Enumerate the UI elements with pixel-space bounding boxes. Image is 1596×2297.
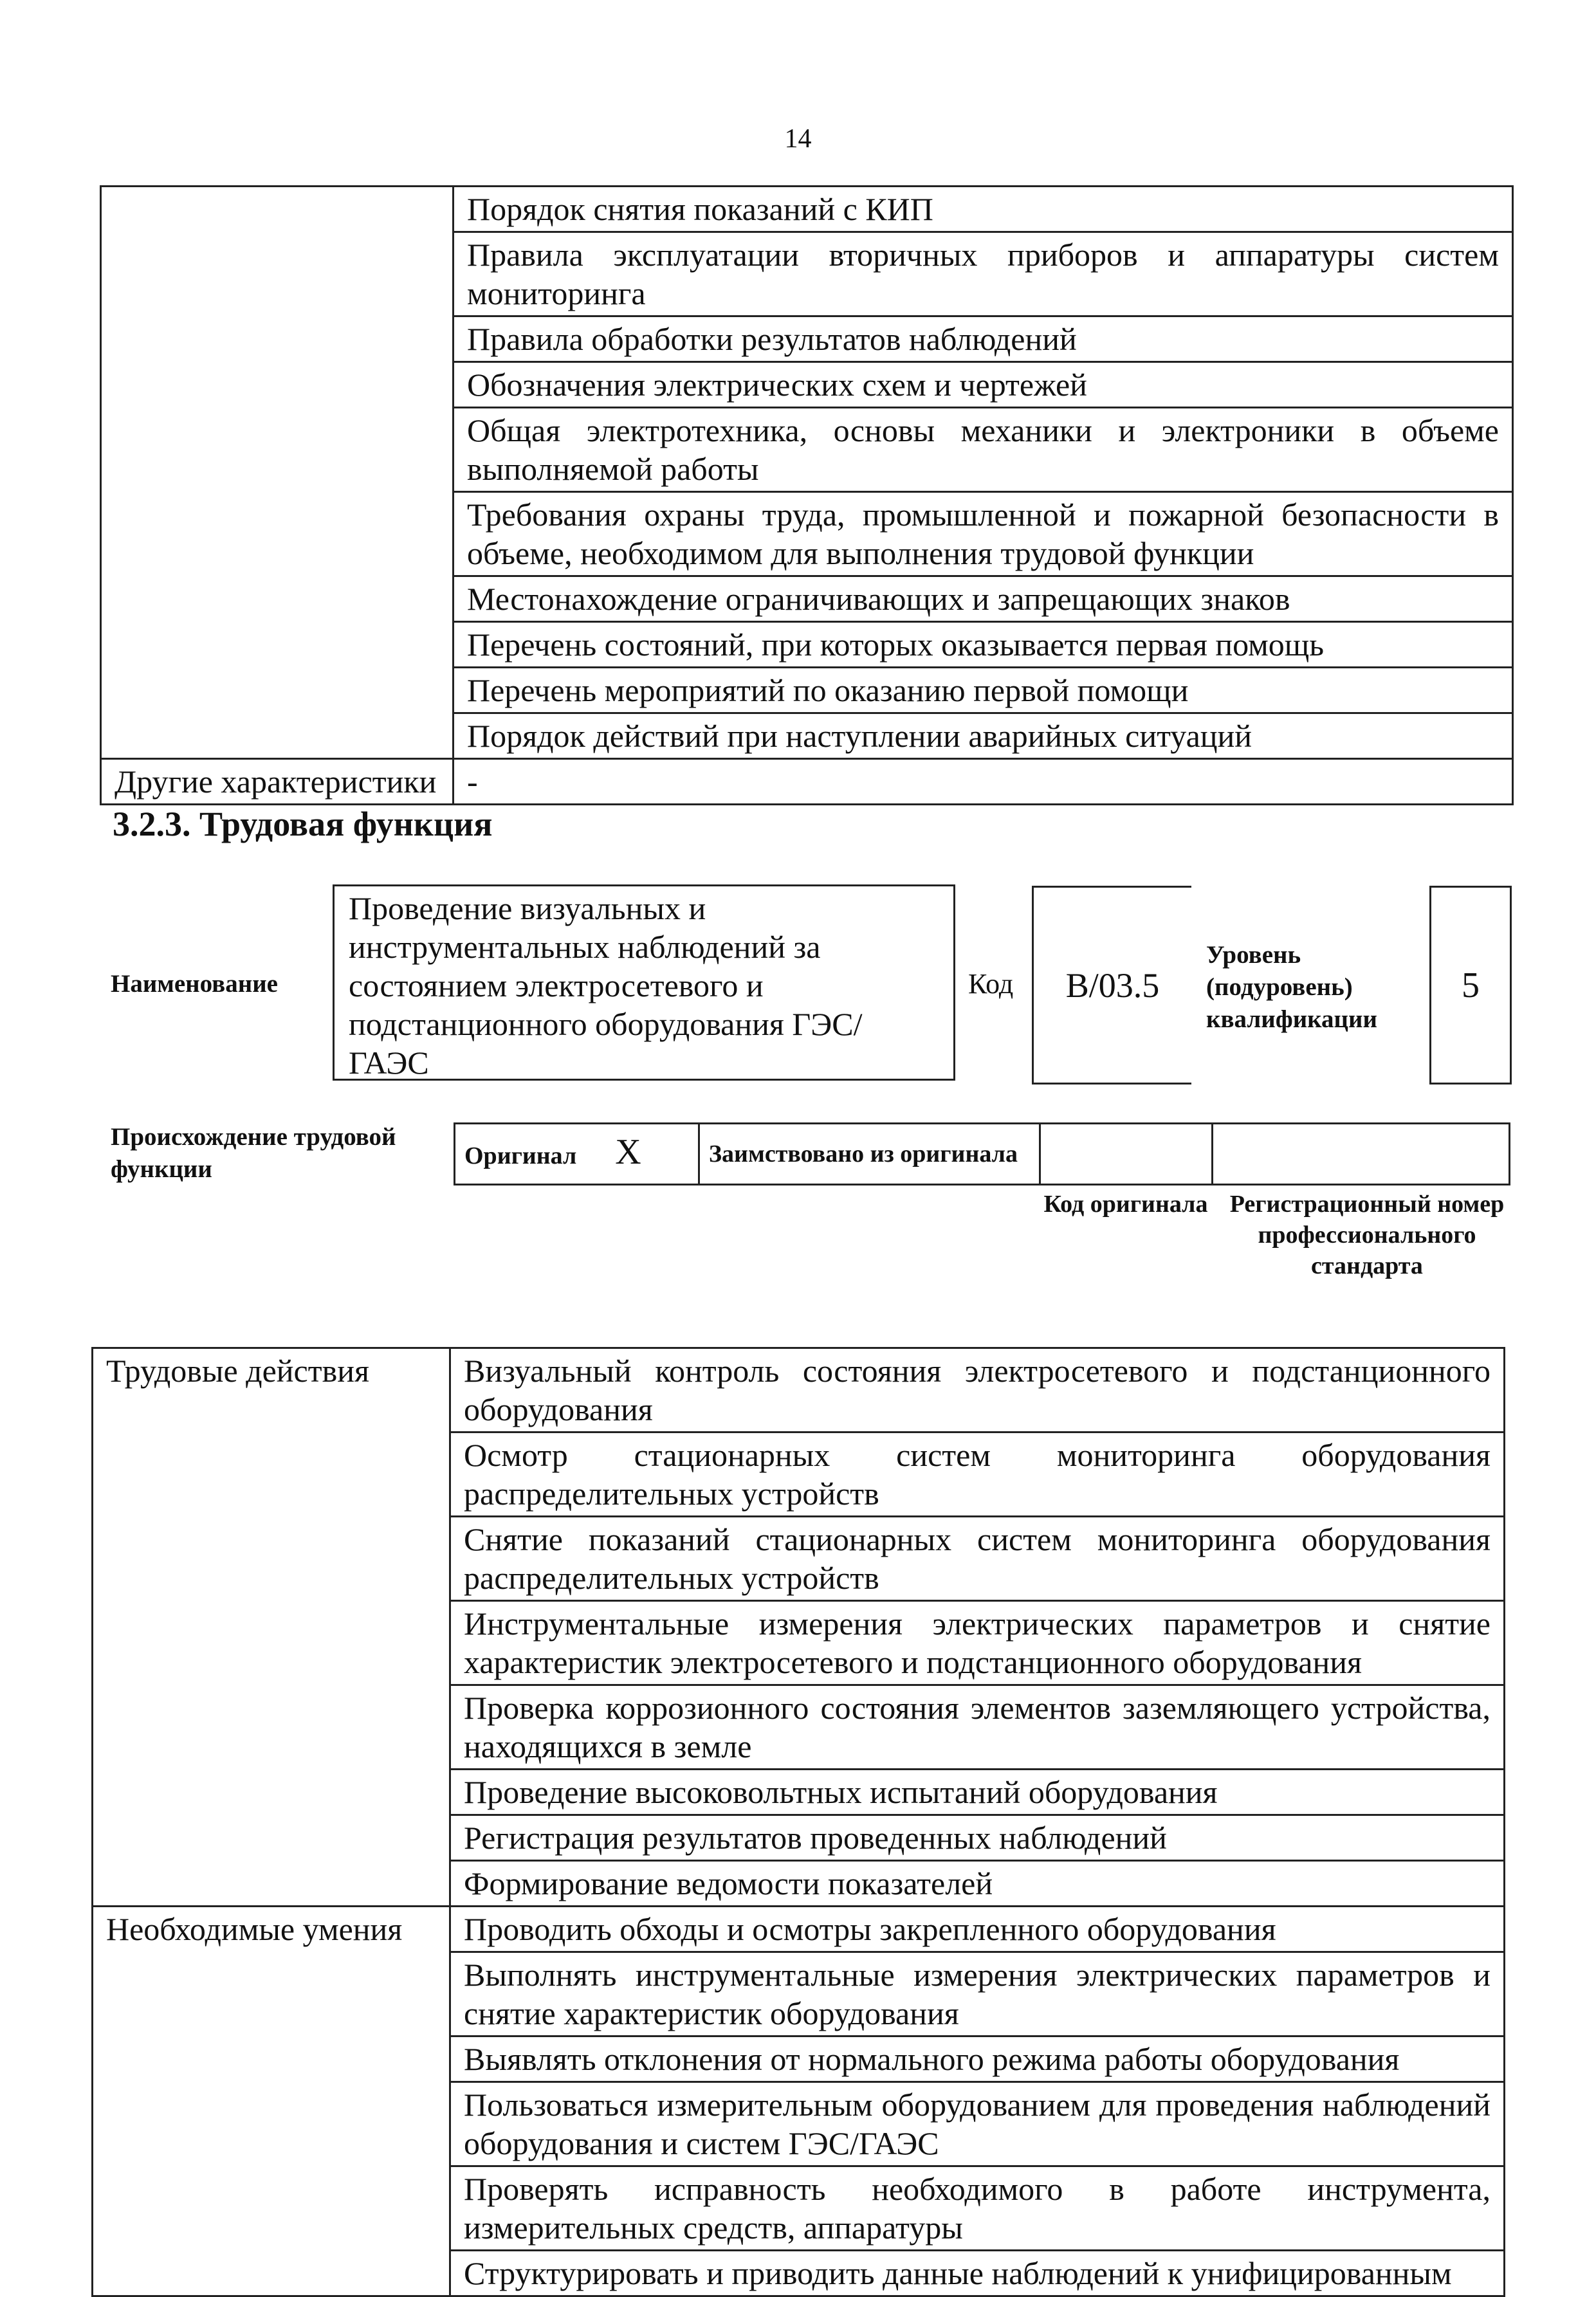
action-item: Проверка коррозионного состояния элементов заземляющего устройства, находящихся в земле [450, 1685, 1505, 1770]
code-caption: Код оригинала [1043, 1191, 1208, 1218]
other-characteristics-label: Другие характеристики [101, 759, 454, 805]
table-row [455, 1124, 1510, 1185]
action-item: Визуальный контроль состояния электросетевого и подстанционного оборудования [450, 1348, 1505, 1432]
original-label: Оригинал [464, 1142, 577, 1169]
level-value: 5 [1462, 965, 1480, 1005]
knowledge-item: Местонахождение ограничивающих и запрещающих знаков [454, 576, 1513, 622]
page-number: 14 [784, 124, 812, 154]
original-code-cell [1040, 1124, 1213, 1185]
function-name-box: Проведение визуальных и инструментальных наблюдений за состоянием электросетевого и подстанционного оборудования ГЭС/ГАЭС [333, 884, 955, 1081]
actions-label: Трудовые действия [93, 1348, 450, 1907]
knowledge-item: Обозначения электрических схем и чертежей [454, 362, 1513, 408]
skill-item: Выполнять инструментальные измерения электрических параметров и снятие характеристик оборудования [450, 1952, 1505, 2036]
name-label: Наименование [111, 970, 278, 998]
level-box [1429, 886, 1512, 1084]
original-cell [455, 1124, 699, 1185]
knowledge-item: Общая электротехника, основы механики и электроники в объеме выполняемой работы [454, 408, 1513, 492]
reg-caption: Регистрационный номер профессионального стандарта [1229, 1191, 1505, 1279]
section-heading: 3.2.3. Трудовая функция [113, 805, 493, 843]
knowledge-item: Требования охраны труда, промышленной и пожарной безопасности в объеме, необходимом для выполнения трудовой функции [454, 492, 1513, 576]
knowledge-table [100, 185, 1514, 805]
original-mark: X [615, 1132, 641, 1172]
origin-label: Происхождение трудовой функции [111, 1123, 396, 1183]
skills-label: Необходимые умения [93, 1907, 450, 2296]
knowledge-item: Перечень мероприятий по оказанию первой помощи [454, 668, 1513, 713]
skill-item: Структурировать и приводить данные наблюдений к унифицированным [450, 2251, 1505, 2296]
skill-item: Проводить обходы и осмотры закрепленного оборудования [450, 1907, 1505, 1952]
table-row [93, 1907, 1505, 1952]
action-item: Проведение высоковольтных испытаний оборудования [450, 1770, 1505, 1815]
action-item: Снятие показаний стационарных систем мониторинга оборудования распределительных устройств [450, 1517, 1505, 1601]
knowledge-item: Правила обработки результатов наблюдений [454, 316, 1513, 362]
table-row [101, 759, 1513, 805]
action-item: Осмотр стационарных систем мониторинга оборудования распределительных устройств [450, 1432, 1505, 1517]
skill-item: Выявлять отклонения от нормального режима работы оборудования [450, 2036, 1505, 2082]
other-characteristics-value: - [454, 759, 1513, 805]
actions-table [91, 1347, 1505, 2297]
code-value: B/03.5 [1065, 965, 1160, 1005]
action-item: Регистрация результатов проведенных наблюдений [450, 1815, 1505, 1861]
skill-item: Проверять исправность необходимого в работе инструмента, измерительных средств, аппаратуры [450, 2166, 1505, 2251]
skill-item: Пользоваться измерительным оборудованием для проведения наблюдений оборудования и систем ГЭС/ГАЭС [450, 2082, 1505, 2166]
knowledge-item: Порядок действий при наступлении аварийных ситуаций [454, 713, 1513, 759]
knowledge-item: Перечень состояний, при которых оказывается первая помощь [454, 622, 1513, 668]
knowledge-item: Порядок снятия показаний с КИП [454, 187, 1513, 232]
borrowed-label: Заимствовано из оригинала [709, 1140, 1018, 1167]
origin-table [454, 1122, 1510, 1185]
action-item: Инструментальные измерения электрических параметров и снятие характеристик электросетевого и подстанционного оборудования [450, 1601, 1505, 1685]
knowledge-label-cell [101, 187, 454, 759]
code-box [1032, 886, 1191, 1084]
action-item: Формирование ведомости показателей [450, 1861, 1505, 1907]
borrowed-cell [699, 1124, 1040, 1185]
knowledge-item: Правила эксплуатации вторичных приборов и аппаратуры систем мониторинга [454, 232, 1513, 316]
level-label: Уровень (подуровень) квалификации [1206, 941, 1377, 1033]
table-row [93, 1348, 1505, 1432]
code-label: Код [968, 968, 1014, 1000]
table-row [101, 187, 1513, 232]
reg-number-cell [1213, 1124, 1510, 1185]
